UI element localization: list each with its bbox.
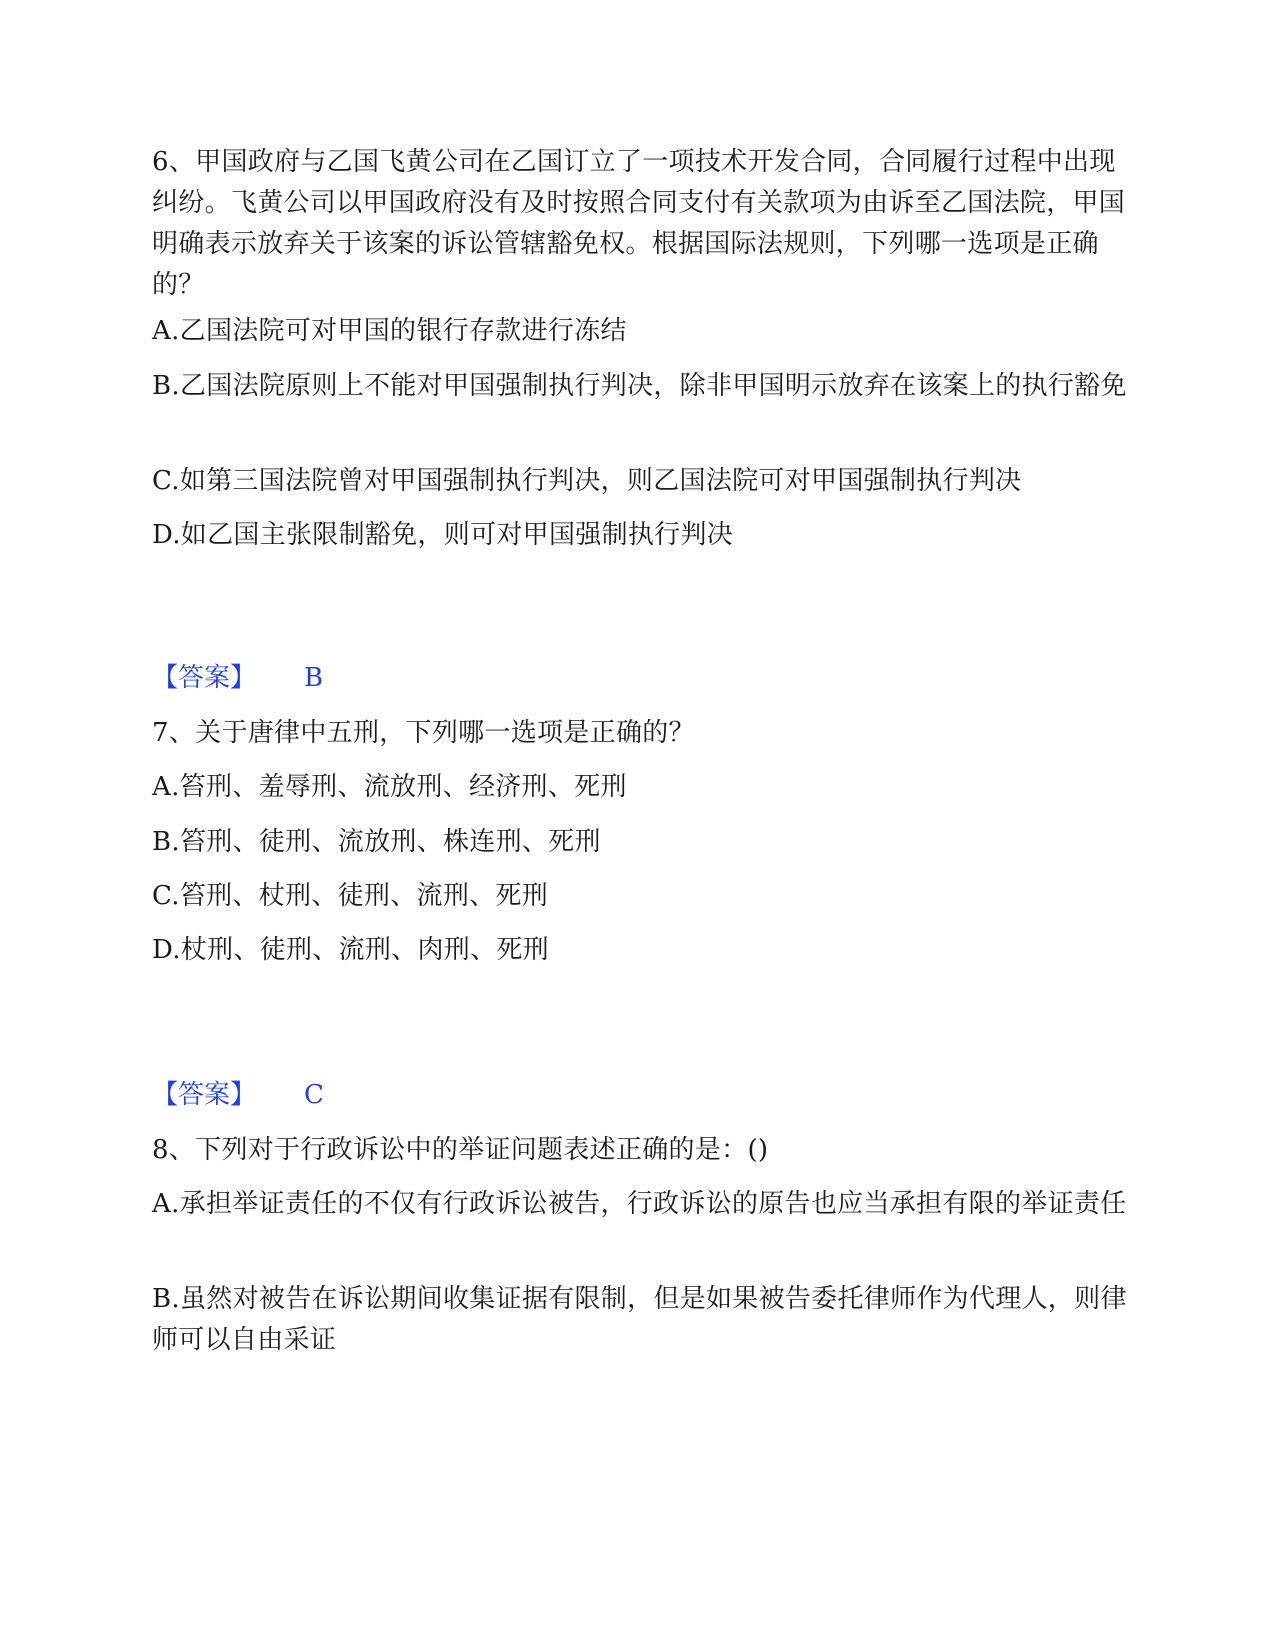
answer-label: 【答案】	[152, 663, 257, 693]
question-7-option-d: D.杖刑、徒刑、流刑、肉刑、死刑	[152, 935, 549, 965]
question-6-option-a: A.乙国法院可对甲国的银行存款进行冻结	[152, 316, 627, 346]
question-7-answer	[152, 1075, 324, 1116]
question-8-stem: 8、下列对于行政诉讼中的举证问题表述正确的是：()	[152, 1135, 769, 1165]
question-7-stem: 7、关于唐律中五刑，下列哪一选项是正确的？	[152, 718, 695, 748]
question-7-option-c: C.笞刑、杖刑、徒刑、流刑、死刑	[152, 881, 549, 911]
question-7-option-b: B.笞刑、徒刑、流放刑、株连刑、死刑	[152, 827, 601, 857]
question-6-stem: 6、甲国政府与乙国飞黄公司在乙国订立了一项技术开发合同，合同履行过程中出现纠纷。飞黄公司以甲国政府没有及时按照合同支付有关款项为由诉至乙国法院，甲国明确表示放弃关于该案的诉讼管辖豁免权。根据国际法规则，下列哪一选项是正确的？	[152, 147, 1126, 300]
answer-label: 【答案】	[152, 1080, 257, 1110]
question-8-option-b: B.虽然对被告在诉讼期间收集证据有限制，但是如果被告委托律师作为代理人，则律师可以自由采证	[152, 1284, 1127, 1355]
question-7-option-a: A.笞刑、羞辱刑、流放刑、经济刑、死刑	[152, 772, 627, 802]
question-6-option-b: B.乙国法院原则上不能对甲国强制执行判决，除非甲国明示放弃在该案上的执行豁免	[152, 371, 1127, 401]
question-6-answer	[152, 658, 323, 699]
question-6-option-d: D.如乙国主张限制豁免，则可对甲国强制执行判决	[152, 520, 734, 550]
question-8-option-a: A.承担举证责任的不仅有行政诉讼被告，行政诉讼的原告也应当承担有限的举证责任	[152, 1189, 1127, 1219]
answer-value: B	[304, 663, 324, 693]
answer-value: C	[304, 1080, 324, 1110]
question-6-option-c: C.如第三国法院曾对甲国强制执行判决，则乙国法院可对甲国强制执行判决	[152, 466, 1022, 496]
